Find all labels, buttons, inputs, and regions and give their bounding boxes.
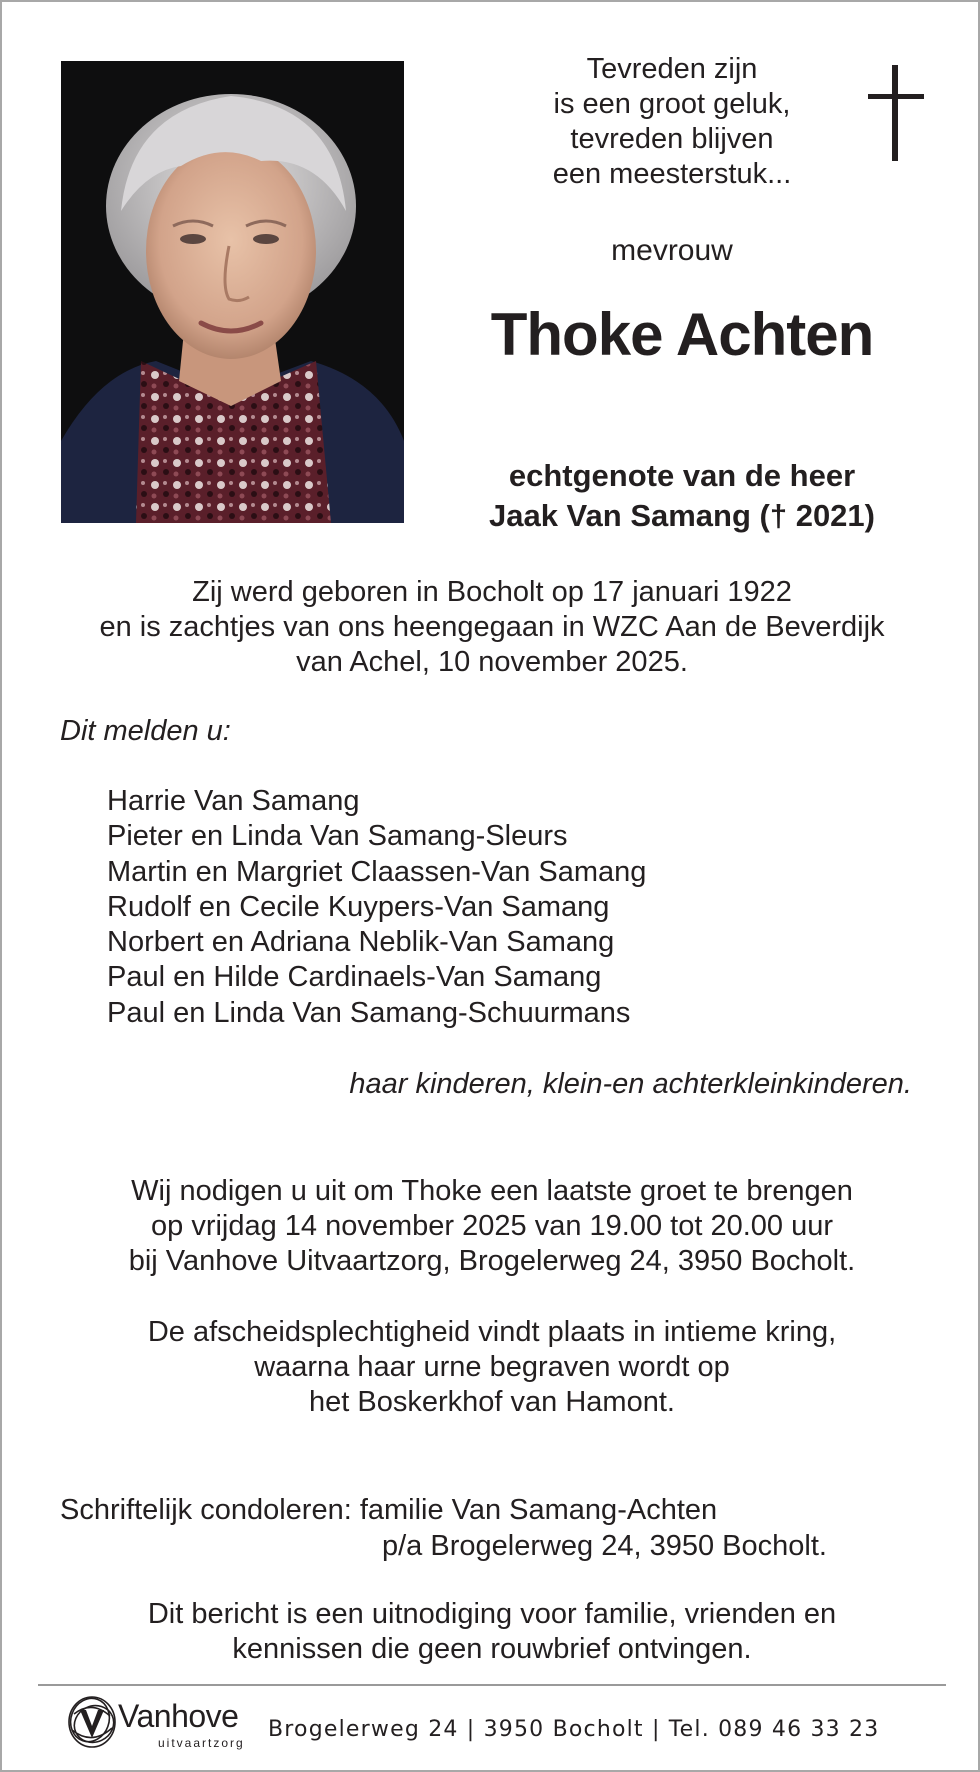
deceased-name: Thoke Achten (490, 301, 874, 368)
list-item: Norbert en Adriana Neblik-Van Samang (107, 926, 615, 959)
list-item: Paul en Hilde Cardinaels-Van Samang (107, 961, 602, 994)
portrait-image (61, 61, 404, 523)
descendants-line: haar kinderen, klein-en achterkleinkinderen. (349, 1068, 912, 1100)
invite-line: Wij nodigen u uit om Thoke een laatste groet te brengen (131, 1175, 853, 1207)
spouse-name: Jaak Van Samang († 2021) (488, 498, 875, 533)
birth-line: Zij werd geboren in Bocholt op 17 januari 1922 (192, 576, 792, 608)
salutation: mevrouw (611, 234, 733, 267)
announcement-intro: Dit melden u: (60, 715, 231, 747)
condolence-address (60, 1492, 827, 1564)
poem-line: een meesterstuk... (552, 158, 792, 190)
footer-divider (38, 1684, 946, 1686)
list-item: Paul en Linda Van Samang-Schuurmans (107, 996, 631, 1029)
cross-icon (868, 65, 924, 161)
birth-death-info (42, 575, 942, 680)
invite-line: bij Vanhove Uitvaartzorg, Brogelerweg 24, 3950 Bocholt. (128, 1245, 856, 1277)
portrait-photo (61, 61, 404, 523)
ceremony-line: waarna haar urne begraven wordt op (254, 1351, 730, 1383)
poem-line: tevreden blijven (570, 123, 774, 155)
poem (512, 52, 832, 192)
death-line: en is zachtjes van ons heengegaan in WZC Aan de Beverdijk (99, 611, 885, 643)
poem-line: is een groot geluk, (553, 88, 791, 120)
spouse-line: echtgenote van de heer (508, 458, 856, 493)
condolence-line: Schriftelijk condoleren: familie Van Samang-Achten (60, 1494, 718, 1526)
notice-text (42, 1597, 942, 1667)
logo-subtitle: uitvaartzorg (158, 1736, 245, 1750)
ceremony-line: De afscheidsplechtigheid vindt plaats in intieme kring, (147, 1316, 837, 1348)
vanhove-logo-icon (66, 1694, 118, 1750)
death-line: van Achel, 10 november 2025. (296, 646, 688, 678)
footer-contact: Brogelerweg 24 | 3950 Bocholt | Tel. 089 46 33 23 (268, 1717, 880, 1742)
logo-wordmark: Vanhove (118, 1698, 239, 1734)
list-item: Martin en Margriet Claassen-Van Samang (107, 855, 647, 888)
funeral-home-logo (66, 1694, 256, 1754)
ceremony-line: het Boskerkhof van Hamont. (309, 1386, 675, 1418)
spouse-info (422, 456, 942, 536)
family-list (107, 784, 646, 1031)
invite-line: op vrijdag 14 november 2025 van 19.00 tot 20.00 uur (151, 1210, 833, 1242)
poem-line: Tevreden zijn (586, 53, 758, 85)
visitation-invite (42, 1174, 942, 1279)
list-item: Pieter en Linda Van Samang-Sleurs (107, 820, 568, 853)
list-item: Rudolf en Cecile Kuypers-Van Samang (107, 890, 610, 923)
ceremony-info (42, 1315, 942, 1420)
notice-line: kennissen die geen rouwbrief ontvingen. (232, 1633, 752, 1665)
list-item: Harrie Van Samang (107, 785, 360, 817)
notice-line: Dit bericht is een uitnodiging voor familie, vrienden en (147, 1598, 837, 1630)
condolence-address-line: p/a Brogelerweg 24, 3950 Bocholt. (382, 1530, 827, 1562)
